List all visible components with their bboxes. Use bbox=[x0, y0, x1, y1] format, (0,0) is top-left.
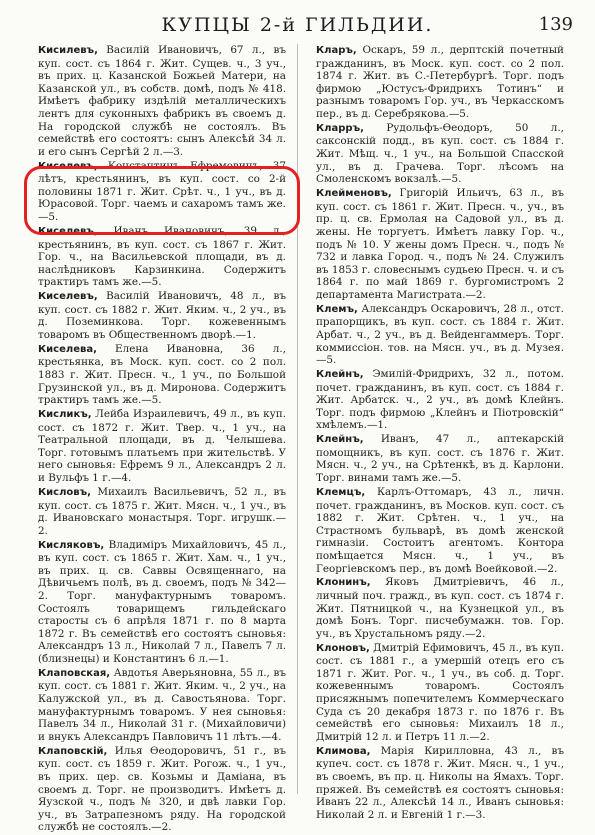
directory-entry bbox=[306, 187, 564, 301]
directory-entry bbox=[28, 486, 286, 537]
entry-name: Киселевъ, bbox=[38, 291, 98, 303]
directory-entry bbox=[28, 44, 286, 158]
entry-name: Клейнъ, bbox=[316, 434, 364, 446]
entry-text: Александръ Оскаровичъ, 28 л., отст. прапорщикъ, въ куп. сост. съ 1884 г. Жит. Арбат. ч., 2 уч., въ д. Вейденгаммеръ. Торг. коммиссіон. тов. на Мясн. уч., въ д. Музея.—5. bbox=[316, 302, 564, 367]
directory-entry bbox=[306, 433, 564, 484]
entry-name: Клемъ, bbox=[316, 303, 358, 315]
column-divider bbox=[297, 44, 298, 794]
page-header bbox=[0, 14, 595, 38]
entry-name: Кларръ, bbox=[316, 122, 364, 134]
entry-name: Киселевъ, bbox=[38, 225, 98, 237]
entry-name: Киселевъ, bbox=[38, 160, 98, 172]
entry-text: Василій Ивановичъ, 48 л., въ куп. сост. съ 1882 г. Жит. Яким. ч., 2 уч., въ д. Поземинкова. Торг. кожевеннымъ товаромъ въ Общественномъ дворѣ.—1. bbox=[38, 290, 286, 341]
entry-name: Клейменовъ, bbox=[316, 188, 392, 200]
entry-name: Кисилевъ, bbox=[38, 45, 98, 56]
entry-name: Клейнъ, bbox=[316, 369, 364, 381]
page-title: КУПЦЫ 2-й ГИЛЬДИИ. bbox=[161, 14, 434, 36]
directory-entry bbox=[306, 576, 564, 640]
entry-name: Клаповская, bbox=[38, 667, 111, 679]
entry-text: Оскаръ, 59 л., дерптскій почетный гражданинъ, въ Моск. куп. сост. со 2 пол. 1874 г. Жит. въ С.-Петербургѣ. Торг. подъ фирмою „Юстусъ-Фридрихъ Тотинъ“ и разнымъ товаромъ Гор. уч., въ Черкасскомъ пер., въ д. Серебрякова.—5. bbox=[316, 44, 564, 120]
directory-entry bbox=[306, 486, 564, 575]
entry-text: Константинъ Ефремовичъ, 37 лѣтъ, крестьянинъ, въ куп. сост. со 2-й половины 1871 г. Жит. Срѣт. ч., 1 уч., въ д. Юрасовой. Торг. чаемъ и сахаромъ тамъ же.—5. bbox=[38, 159, 286, 224]
entry-name: Киселева, bbox=[38, 343, 97, 355]
entry-text: Илья Ѳеодоровичъ, 51 г., въ куп. сост. съ 1859 г. Жит. Рогож. ч., 1 уч., въ прих. цер. св. Козьмы и Даміана, въ своемъ д. Торг. не производитъ. Имѣетъ д. Яузской ч., подъ № 320, и двѣ лавки Гор. уч., въ Затрапезномъ ряду. На городской службѣ не состоялъ.—2. bbox=[38, 744, 286, 834]
entry-text: Карлъ-Оттомаръ, 43 л., личн. почет. гражданинъ, въ Москов. куп. сост. съ 1882 г. Жит. Срѣтен. ч., 1 уч., на Страстномъ бульварѣ, въ домѣ женской гимназіи. Состоитъ агентомъ. Контора помѣщается Мясн. ч., 1 уч., въ Георгіевскомъ пер., въ домѣ Воейковой.—2. bbox=[316, 485, 564, 575]
entry-name: Климова, bbox=[316, 745, 371, 757]
directory-entry bbox=[28, 667, 286, 744]
entry-text: Яковъ Дмитріевичъ, 46 л., личный поч. гражд., въ куп. сост. съ 1874 г. Жит. Пятницкой ч., на Кузнецкой ул., въ домѣ Бонъ. Торг. писчебумажн. тов. Гор. уч., въ Хрустальномъ ряду.—2. bbox=[316, 576, 564, 640]
entry-name: Кисловъ, bbox=[38, 486, 91, 498]
directory-entry bbox=[306, 122, 564, 186]
entry-text: Рудольфъ-Ѳеодоръ, 50 л., саксонскій подд., въ куп. сост. съ 1884 г. Жит. Мѣщ. ч., 1 уч., на Большой Спасской ул., въ д. Грачева. Торг. лѣсомъ на Смоленскомъ вокзалѣ.—5. bbox=[316, 121, 564, 186]
left-column bbox=[28, 44, 286, 835]
directory-entry bbox=[28, 225, 286, 289]
directory-entry bbox=[28, 290, 286, 341]
entry-text: Лейба Израилевичъ, 49 л., въ куп. сост. съ 1872 г. Жит. Твер. ч., 1 уч., на Театральной площади, въ д. Челышева. Торг. готовымъ платьемъ при жительствѣ. У него сыновья: Ефремъ 9 л., Александръ 2 л. и Вульфъ 1 г.—4. bbox=[38, 408, 286, 485]
directory-entry bbox=[28, 408, 286, 485]
directory-entry bbox=[306, 368, 564, 432]
entry-text: Иванъ, 47 л., аптекарскій помощникъ, въ куп. сост. съ 1876 г. Жит. Мясн. ч., 2 уч., на Срѣтенкѣ, въ д. Карлони. Торг. винами тамъ же.—5. bbox=[316, 433, 564, 485]
entry-name: Клаповскій, bbox=[38, 745, 108, 757]
directory-entry bbox=[28, 160, 286, 224]
entry-name: Кларъ, bbox=[316, 45, 357, 56]
page-number: 139 bbox=[538, 14, 573, 35]
entry-text: Эмилій-Фридрихъ, 32 л., потом. почет. гражданинъ, въ куп. сост. съ 1884 г. Жит. Арбатск. ч., 2 уч., въ домѣ Клейнъ. Торг. подъ фирмою „Клейнъ и Піотровскій“ хмѣлемъ.—1. bbox=[316, 368, 564, 432]
entry-text: Владиміръ Михайловичъ, 45 л., въ куп. сост. съ 1865 г. Жит. Хам. ч., 1 уч., въ прих. ц. св. Саввы Освященнаго, на Дѣвичьемъ полѣ, въ д. своемъ, подъ № 342—2. Торг. мануфактурнымъ товаромъ. Состоялъ товарищемъ гильдейскаго старосты съ 6 апрѣля 1871 г. по 8 марта 1872 г. Въ семействѣ его состоятъ сыновья: Александръ 13 л., Николай 7 л., Павелъ 7 л. (близнецы) и Константинъ 6 л.—1. bbox=[38, 538, 286, 665]
entry-text: Григорій Ильичъ, 63 л., въ куп. сост. съ 1861 г. Жит. Пресн. ч., уч., въ пр. ц. св. Ермолая на Садовой ул., въ д. жены. Не торгуетъ. Имѣетъ лавку Гор. ч., подъ № 10. У жены домъ Пресн. ч., подъ № 732 и лавка Город. ч., подъ № 24. Служилъ въ 1853 г. словеснымъ судьею Пресн. ч. и съ 1864 г. по май 1869 г. бургомистромъ 2 департамента Магистрата.—2. bbox=[316, 187, 564, 301]
directory-entry bbox=[28, 539, 286, 666]
directory-entry bbox=[306, 44, 564, 121]
entry-text: Марія Кирилловна, 43 л., въ купеч. сост. съ 1878 г. Жит. Мясн. ч., 1 уч., въ своемъ, въ пр. ц. Николы на Ямахъ. Торг. пряжей. Въ семействѣ ея состоятъ сыновья: Иванъ 22 л., Алексѣй 14 л., Иванъ сыновья: Николай 2 л. и Евгеній 1 г.—3. bbox=[316, 744, 564, 821]
entry-text: Дмитрій Ефимовичъ, 45 л., въ куп. сост. съ 1881 г., а умершій отецъ его съ 1871 г. Жит. Рог. ч., 1 уч., въ соб. д. Торг. кожевеннымъ товаромъ. Состоялъ присяжнымъ попечителемъ Коммерческаго Суда съ 20 декабря 1873 г. по 1876 г. Въ семействѣ его сыновья: Михаилъ 18 л., Дмитрій 12 л. и Петръ 11 л.—2. bbox=[316, 641, 564, 743]
entry-name: Клонинъ, bbox=[316, 577, 371, 589]
directory-entry bbox=[28, 745, 286, 834]
directory-entry bbox=[28, 343, 286, 407]
entry-text: Михаилъ Васильевичъ, 52 л., въ куп. сост. съ 1875 г. Жит. Мясн. ч., 1 уч., въ д. Ивановскаго монастыря. Торг. игрушк.—2. bbox=[38, 485, 286, 537]
entry-text: Авдотья Аверьяновна, 55 л., въ куп. сост. съ 1881 г. Жит. Яким. ч., 2 уч., на Калужской ул., въ д. Савостьянова. Торг. мануфактурнымъ товаромъ. У нея сыновья: Павелъ 34 л., Николай 31 г. (Михайловичи) и внукъ Александръ Павловичъ 11 лѣтъ.—4. bbox=[38, 666, 286, 743]
entry-name: Клоновъ, bbox=[316, 642, 370, 654]
entry-name: Клемцъ, bbox=[316, 486, 366, 498]
directory-entry bbox=[306, 303, 564, 367]
entry-text: Василій Ивановичъ, 67 л., въ куп. сост. съ 1864 г. Жит. Сущев. ч., 3 уч., въ прих. ц. Казанской Божьей Матери, на Казанской ул., въ собств. домѣ, подъ № 418. Имѣетъ фабрику издѣлій металлическихъ лентъ для суконныхъ фабрикъ въ своемъ д. На городской службѣ не состоялъ. Въ семействѣ его состоятъ: сынъ Алексѣй 34 л. и его сынъ Сергѣй 2 л.—3. bbox=[38, 44, 286, 158]
right-column bbox=[306, 44, 564, 823]
entry-text: Иванъ Ивановичъ, 39 л., крестьянинъ, въ куп. сост. съ 1867 г. Жит. Гор. ч., на Васильевской площади, въ д. наслѣдниковъ Карзинкина. Содержитъ трактиръ тамъ же.—5. bbox=[38, 224, 286, 289]
directory-entry bbox=[306, 642, 564, 744]
entry-name: Кисликъ, bbox=[38, 409, 92, 421]
entry-text: Елена Ивановна, 36 л., крестьянка, въ Моск. куп. сост. со 2 пол. 1883 г. Жит. Пресн. ч., 1 уч., по Большой Грузинской ул., въ д. Миронова. Содержитъ трактиръ тамъ же.—5. bbox=[38, 342, 286, 407]
entry-name: Кисляковъ, bbox=[38, 539, 105, 551]
directory-entry bbox=[306, 745, 564, 822]
